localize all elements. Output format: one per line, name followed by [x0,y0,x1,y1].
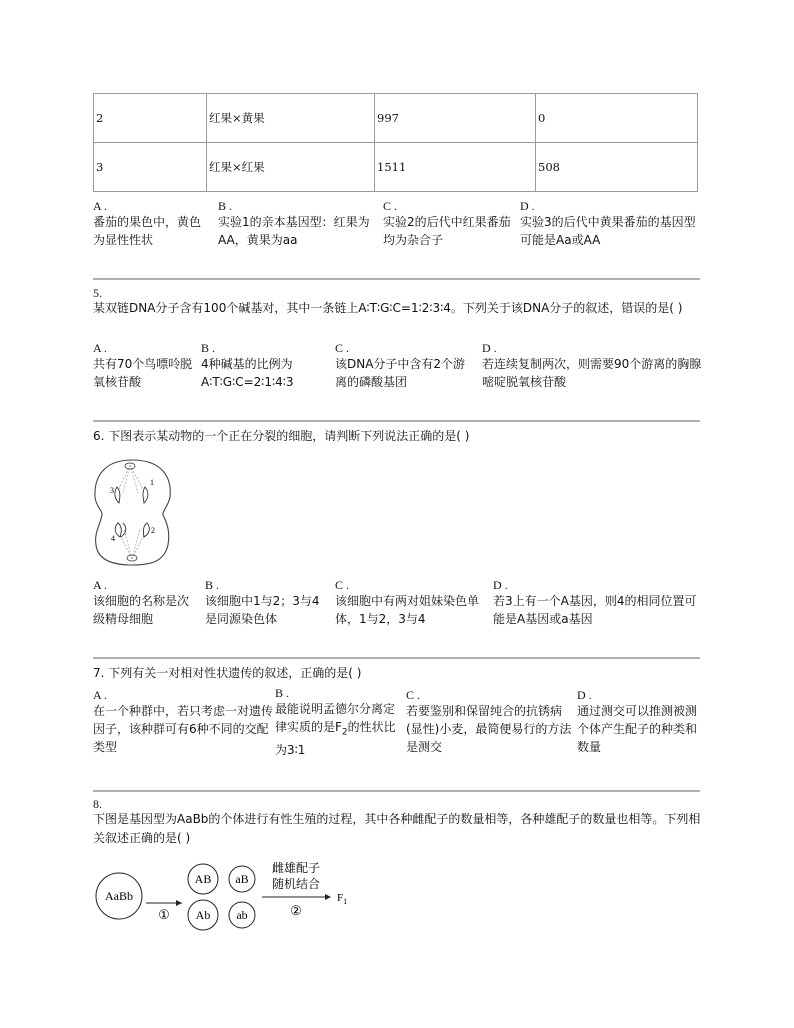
step-1-marker: ① [158,907,170,922]
step-2-marker: ② [290,903,302,918]
q4-option-c[interactable] [383,199,517,249]
table-cell: 508 [536,143,698,192]
q4-option-b[interactable] [218,199,376,249]
option-text: 该细胞中有两对姐妹染色单体，1与2，3与4 [335,594,480,626]
question-divider [93,420,700,422]
question-stem: 某双链DNA分子含有100个碱基对，其中一条链上A∶T∶G∶C=1∶2∶3∶4。下列关于该DNA分子的叙述，错误的是( ) [93,301,683,315]
q7-option-c[interactable] [406,688,572,756]
question-stem: 下图是基因型为AaBb的个体进行有性生殖的过程，其中各种雌配子的数量相等，各种雄配子的数量也相等。下列相关叙述正确的是( ) [93,812,701,845]
subscript-text: 2 [341,727,348,738]
gamete-a-small-b: Ab [195,908,211,922]
option-label: C . [335,578,350,592]
option-label: A . [93,199,108,213]
q6-option-a[interactable] [93,578,197,628]
arrow-label-line1: 雌雄配子 [271,861,321,875]
question-stem: 6. 下图表示某动物的一个正在分裂的细胞，请判断下列说法正确的是( ) [93,429,470,443]
option-label: D . [520,199,535,213]
q4-option-a[interactable] [93,199,203,249]
question-number: 8. [93,797,102,811]
option-label: B . [275,686,290,700]
arrow-label-line2: 随机结合 [271,877,321,891]
chromosome-label: 1 [150,478,154,487]
question-number: 5. [93,286,102,300]
option-label: A . [93,578,108,592]
q7-option-a[interactable] [93,688,273,756]
option-text: 若要鉴别和保留纯合的抗锈病(显性)小麦，最简便易行的方法是测交 [406,704,572,754]
option-label: C . [383,199,398,213]
option-label: C . [406,688,421,702]
option-text: 最能说明孟德尔分离定律实质的是F [275,702,396,734]
option-text: 共有70个鸟嘌呤脱氧核苷酸 [93,357,193,389]
gamete-ab-upper: AB [194,872,212,886]
q5-option-d[interactable] [482,341,702,391]
option-text: 该细胞中1与2；3与4是同源染色体 [205,594,320,626]
option-text: 若3上有一个A基因，则4的相同位置可能是A基因或a基因 [493,594,697,626]
q6-option-c[interactable] [335,578,485,628]
q7-option-d[interactable] [577,688,701,756]
option-text: 实验2的后代中红果番茄均为杂合子 [383,215,511,247]
question-stem: 7. 下列有关一对相对性状遗传的叙述，正确的是( ) [93,666,362,680]
offspring-f: F [337,892,344,904]
option-text: 该细胞的名称是次级精母细胞 [93,594,190,626]
q7-option-b[interactable] [275,686,403,759]
question-divider [93,657,700,659]
q5-option-c[interactable] [335,341,477,391]
offspring-subscript: 1 [343,897,348,906]
option-text: 实验3的后代中黄果番茄的基因型可能是Aa或AA [520,215,696,247]
q5-option-b[interactable] [201,341,331,391]
option-label: A . [93,688,108,702]
option-text: 若连续复制两次，则需要90个游离的胸腺嘧啶脱氧核苷酸 [482,357,702,389]
table-cell: 0 [536,94,698,143]
chromosome-label: 2 [151,526,155,535]
option-text: 实验1的亲本基因型：红果为AA，黄果为aa [218,215,370,247]
gamete-ab-lower: ab [236,908,248,922]
option-label: C . [335,341,350,355]
q4-option-d[interactable] [520,199,702,249]
table-cell: 红果×黄果 [207,94,375,143]
option-label: D . [577,688,592,702]
option-text: 的性状比为3∶1 [275,720,396,758]
table-row [94,143,698,192]
option-label: B . [205,578,220,592]
question-divider [93,278,700,280]
parent-genotype: AaBb [105,889,133,903]
gamete-process-diagram [90,855,380,935]
option-text: 在一个种群中，若只考虑一对遗传因子，该种群可有6种不同的交配类型 [93,704,274,754]
q5-option-a[interactable] [93,341,193,391]
option-label: D . [482,341,497,355]
table-row [94,94,698,143]
option-text: 通过测交可以推测被测个体产生配子的种类和数量 [577,704,698,754]
option-text: 番茄的果色中，黄色为显性性状 [93,215,202,247]
question-divider [93,790,700,792]
table-cell: 2 [94,94,207,143]
table-cell: 3 [94,143,207,192]
q6-option-d[interactable] [493,578,701,628]
data-table [93,93,698,192]
option-label: B . [201,341,216,355]
chromosome-label: 3 [110,486,114,495]
q6-option-b[interactable] [205,578,331,628]
option-label: D . [493,578,508,592]
option-label: B . [218,199,233,213]
gamete-small-a-b: aB [235,872,249,886]
option-text: 4种碱基的比例为A∶T∶G∶C=2∶1∶4∶3 [201,357,294,389]
option-label: A . [93,341,108,355]
table-cell: 1511 [375,143,536,192]
offspring-label [337,892,347,906]
option-text: 该DNA分子中含有2个游离的磷酸基团 [335,357,466,389]
table-cell: 红果×红果 [207,143,375,192]
chromosome-label: 4 [111,534,115,543]
table-cell: 997 [375,94,536,143]
dividing-cell-figure [90,455,175,570]
